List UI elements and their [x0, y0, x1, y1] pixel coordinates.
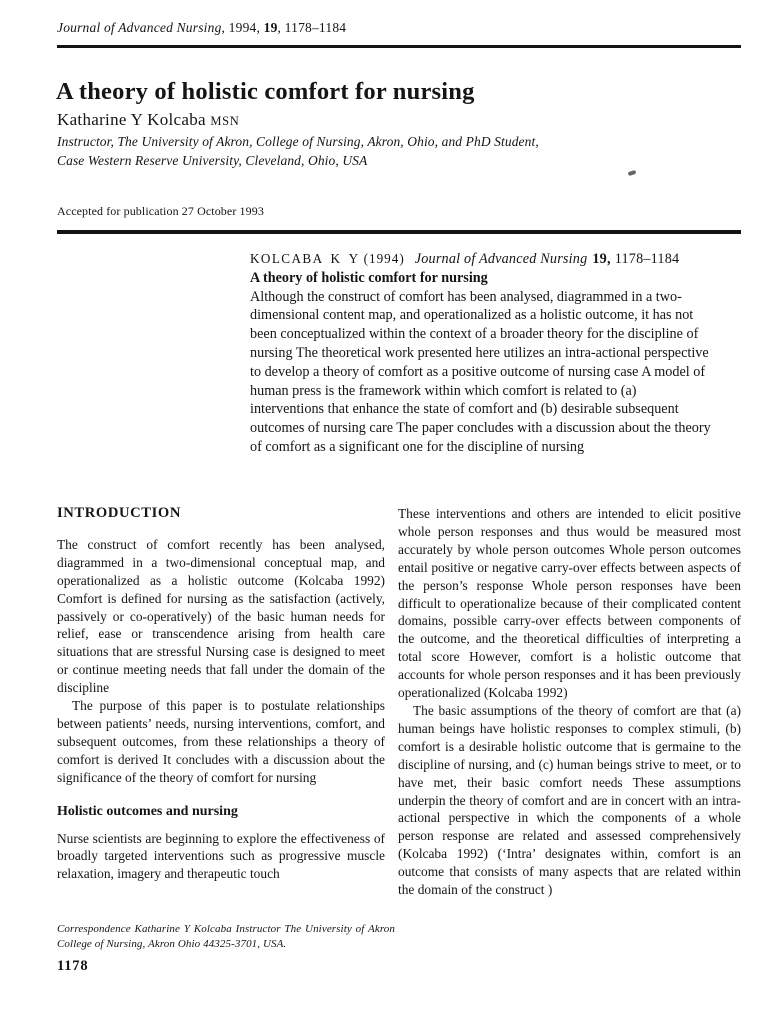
introduction-paragraph-2: The purpose of this paper is to postulate relationships between patients’ needs, nursing interventions, comfort, and subsequent outcomes, from these relationships a theory of comfort is derived It concludes with a discussion about the significance of the theory of comfort for nursing	[57, 698, 385, 785]
journal-header-mid: , 1994,	[221, 20, 264, 35]
holistic-outcomes-heading: Holistic outcomes and nursing	[57, 803, 238, 819]
author-line	[57, 110, 239, 130]
journal-pages: , 1178–1184	[277, 20, 347, 35]
page-number: 1178	[57, 958, 89, 974]
citation-journal: Journal of Advanced Nursing	[414, 251, 588, 267]
author-affiliation	[57, 133, 539, 170]
correspondence-footnote: Correspondence Katharine Y Kolcaba Instructor The University of Akron College of Nursing, Akron Ohio 44325-3701, USA.	[57, 923, 395, 950]
left-column	[57, 505, 385, 883]
citation-authors: KOLCABA K Y	[250, 251, 360, 266]
right-column	[398, 505, 741, 899]
right-paragraph-1: These interventions and others are intended to elicit positive whole person responses and thus would be measured most accurately by whole person outcomes Whole person outcomes entail positive or negative carry-over effects between aspects of the person’s response Whole person responses have been difficult to operationalize because of their complicated content domains, possible carry-over effects between components of the outcome, and the theoretical difficulties of interpreting a total score However, comfort is a holistic outcome that accounts for whole person responses and it has been previously operationalized (Kolcaba 1992)	[398, 506, 741, 701]
introduction-heading: INTRODUCTION	[57, 505, 181, 521]
holistic-outcomes-paragraph: Nurse scientists are beginning to explore the effectiveness of broadly targeted interventions such as progressive muscle relaxation, imagery and therapeutic touch	[57, 830, 385, 882]
abstract-citation	[250, 250, 714, 269]
accepted-note: Accepted for publication 27 October 1993	[57, 204, 264, 218]
citation-volume: 19,	[592, 251, 611, 267]
abstract-body: Although the construct of comfort has been analysed, diagrammed in a two-dimensional content map, and operationalized as a holistic outcome, it has not been conceptualized within the context of a broader theory for the discipline of nursing The theoretical work presented here utilizes an intra-actional perspective to develop a theory of comfort as a positive outcome of nursing case A model of human press is the framework within which comfort is related to (a) interventions that enhance the state of comfort and (b) desirable subsequent outcomes of nursing care The paper concludes with a discussion about the theory of comfort as a significant one for the discipline of nursing	[250, 288, 711, 455]
author-name: Katharine Y Kolcaba	[57, 110, 211, 129]
author-degree: MSN	[210, 114, 240, 128]
abstract-block	[250, 250, 714, 457]
introduction-paragraph-1: The construct of comfort recently has been analysed, diagrammed in a two-dimensional conceptual map, and operationalized as a holistic outcome (Kolcaba 1992) Comfort is defined for nursing as the satisfaction (actively, passively or co-operatively) of the basic human needs for relief, ease or transcendence arising from health care situations that are stressful Nursing case is designed to meet or continue meeting needs that fall under the domain of the discipline	[57, 536, 385, 696]
journal-volume: 19	[263, 20, 278, 35]
citation-pages: 1178–1184	[614, 251, 680, 267]
page-title: A theory of holistic comfort for nursing	[56, 78, 475, 106]
affiliation-line-2: Case Western Reserve University, Cleveland, Ohio, USA	[57, 152, 368, 168]
scan-artifact-mark	[628, 170, 637, 176]
right-paragraph-2: The basic assumptions of the theory of comfort are that (a) human beings have holistic responses to complex stimuli, (b) comfort is a desirable holistic outcome that is germaine to the discipline of nursing, and (c) human beings strive to meet, or to have met, their basic comfort needs These assumptions underpin the theory of comfort and are in concert with an intra-actional perspective in which the components of a whole person response are related and assessed comprehensively (Kolcaba 1992) (‘Intra’ designates within, comfort is an outcome that consists of many aspects that are related within the domain of the construct )	[398, 702, 741, 898]
journal-header	[57, 20, 346, 36]
header-rule-top	[57, 45, 741, 48]
citation-year: (1994)	[363, 251, 405, 266]
abstract-title: A theory of holistic comfort for nursing	[250, 269, 488, 286]
affiliation-line-1: Instructor, The University of Akron, College of Nursing, Akron, Ohio, and PhD Student,	[57, 134, 539, 149]
journal-name: Journal of Advanced Nursing	[57, 20, 222, 35]
header-rule-bottom	[57, 230, 741, 234]
